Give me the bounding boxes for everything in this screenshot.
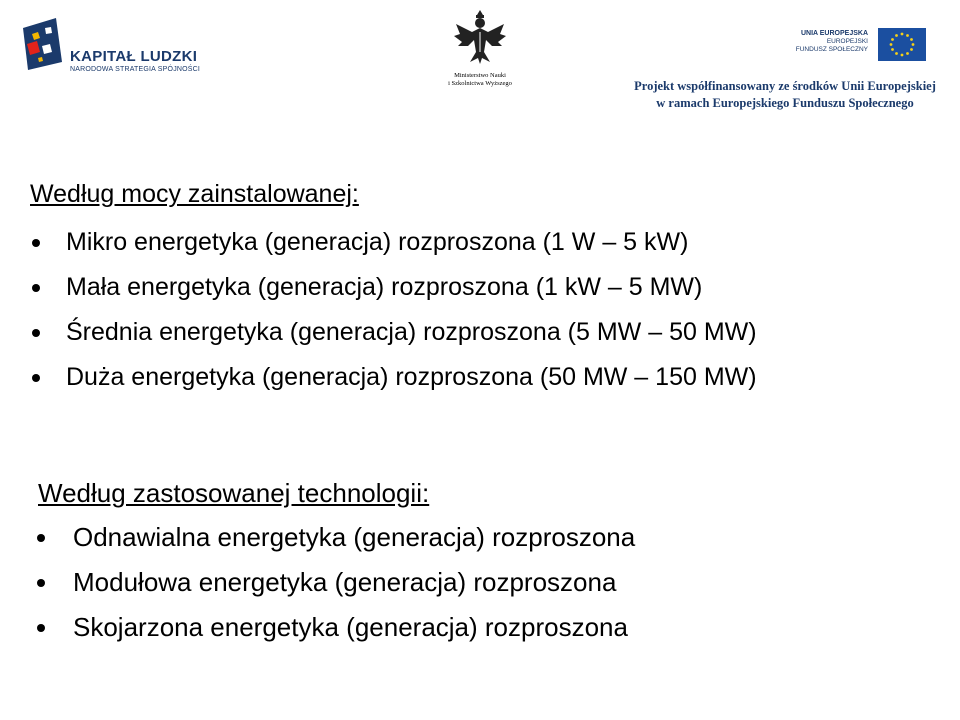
- slide-header: [0, 0, 960, 112]
- power-list: [0, 228, 960, 408]
- list-item: [0, 567, 960, 612]
- section-heading-power: Według mocy zainstalowanej:: [30, 180, 359, 208]
- list-item-text: Mikro energetyka (generacja) rozproszona (1 W – 5 kW): [66, 228, 689, 256]
- eu-logo: [790, 26, 930, 66]
- list-item: [0, 228, 960, 273]
- list-item: [0, 522, 960, 567]
- eu-line-1: UNIA EUROPEJSKA: [800, 30, 868, 37]
- eu-text: [796, 30, 868, 54]
- bullet-icon: [32, 374, 40, 382]
- kapital-ludzki-title: KAPITAŁ LUDZKI: [70, 48, 198, 65]
- bullet-icon: [32, 329, 40, 337]
- kapital-ludzki-emblem-icon: [18, 16, 68, 76]
- list-item-text: Skojarzona energetyka (generacja) rozproszona: [73, 612, 628, 642]
- polish-eagle-icon: [450, 6, 510, 68]
- list-item-text: Odnawialna energetyka (generacja) rozproszona: [73, 522, 636, 552]
- list-item-text: Średnia energetyka (generacja) rozproszona (5 MW – 50 MW): [66, 318, 757, 346]
- bullet-icon: [37, 579, 45, 587]
- list-item: [0, 273, 960, 318]
- ministry-logo: [430, 6, 530, 92]
- list-item-text: Duża energetyka (generacja) rozproszona (50 MW – 150 MW): [66, 363, 757, 391]
- ministry-line-2: i Szkolnictwa Wyższego: [448, 80, 512, 87]
- section-heading-technology: Według zastosowanej technologii:: [38, 478, 430, 508]
- project-line-2: w ramach Europejskiego Funduszu Społecznego: [656, 96, 914, 110]
- bullet-icon: [37, 624, 45, 632]
- eu-line-2: EUROPEJSKI: [826, 38, 868, 45]
- bullet-icon: [32, 284, 40, 292]
- ministry-text: [430, 72, 530, 88]
- eu-line-3: FUNDUSZ SPOŁECZNY: [795, 46, 868, 53]
- list-item: [0, 612, 960, 657]
- project-cofinancing-note: [630, 78, 940, 112]
- project-line-1: Projekt współfinansowany ze środków Unii Europejskiej: [634, 79, 936, 93]
- ministry-line-1: Ministerstwo Nauki: [454, 72, 506, 79]
- bullet-icon: [37, 534, 45, 542]
- technology-list: [0, 522, 960, 657]
- list-item: [0, 363, 960, 408]
- list-item-text: Mała energetyka (generacja) rozproszona (1 kW – 5 MW): [66, 273, 703, 301]
- list-item: [0, 318, 960, 363]
- kapital-ludzki-subtitle: NARODOWA STRATEGIA SPÓJNOŚCI: [70, 66, 201, 73]
- bullet-icon: [32, 239, 40, 247]
- eu-flag-icon: [878, 28, 926, 61]
- list-item-text: Modułowa energetyka (generacja) rozproszona: [73, 567, 617, 597]
- kapital-ludzki-logo: [18, 12, 208, 82]
